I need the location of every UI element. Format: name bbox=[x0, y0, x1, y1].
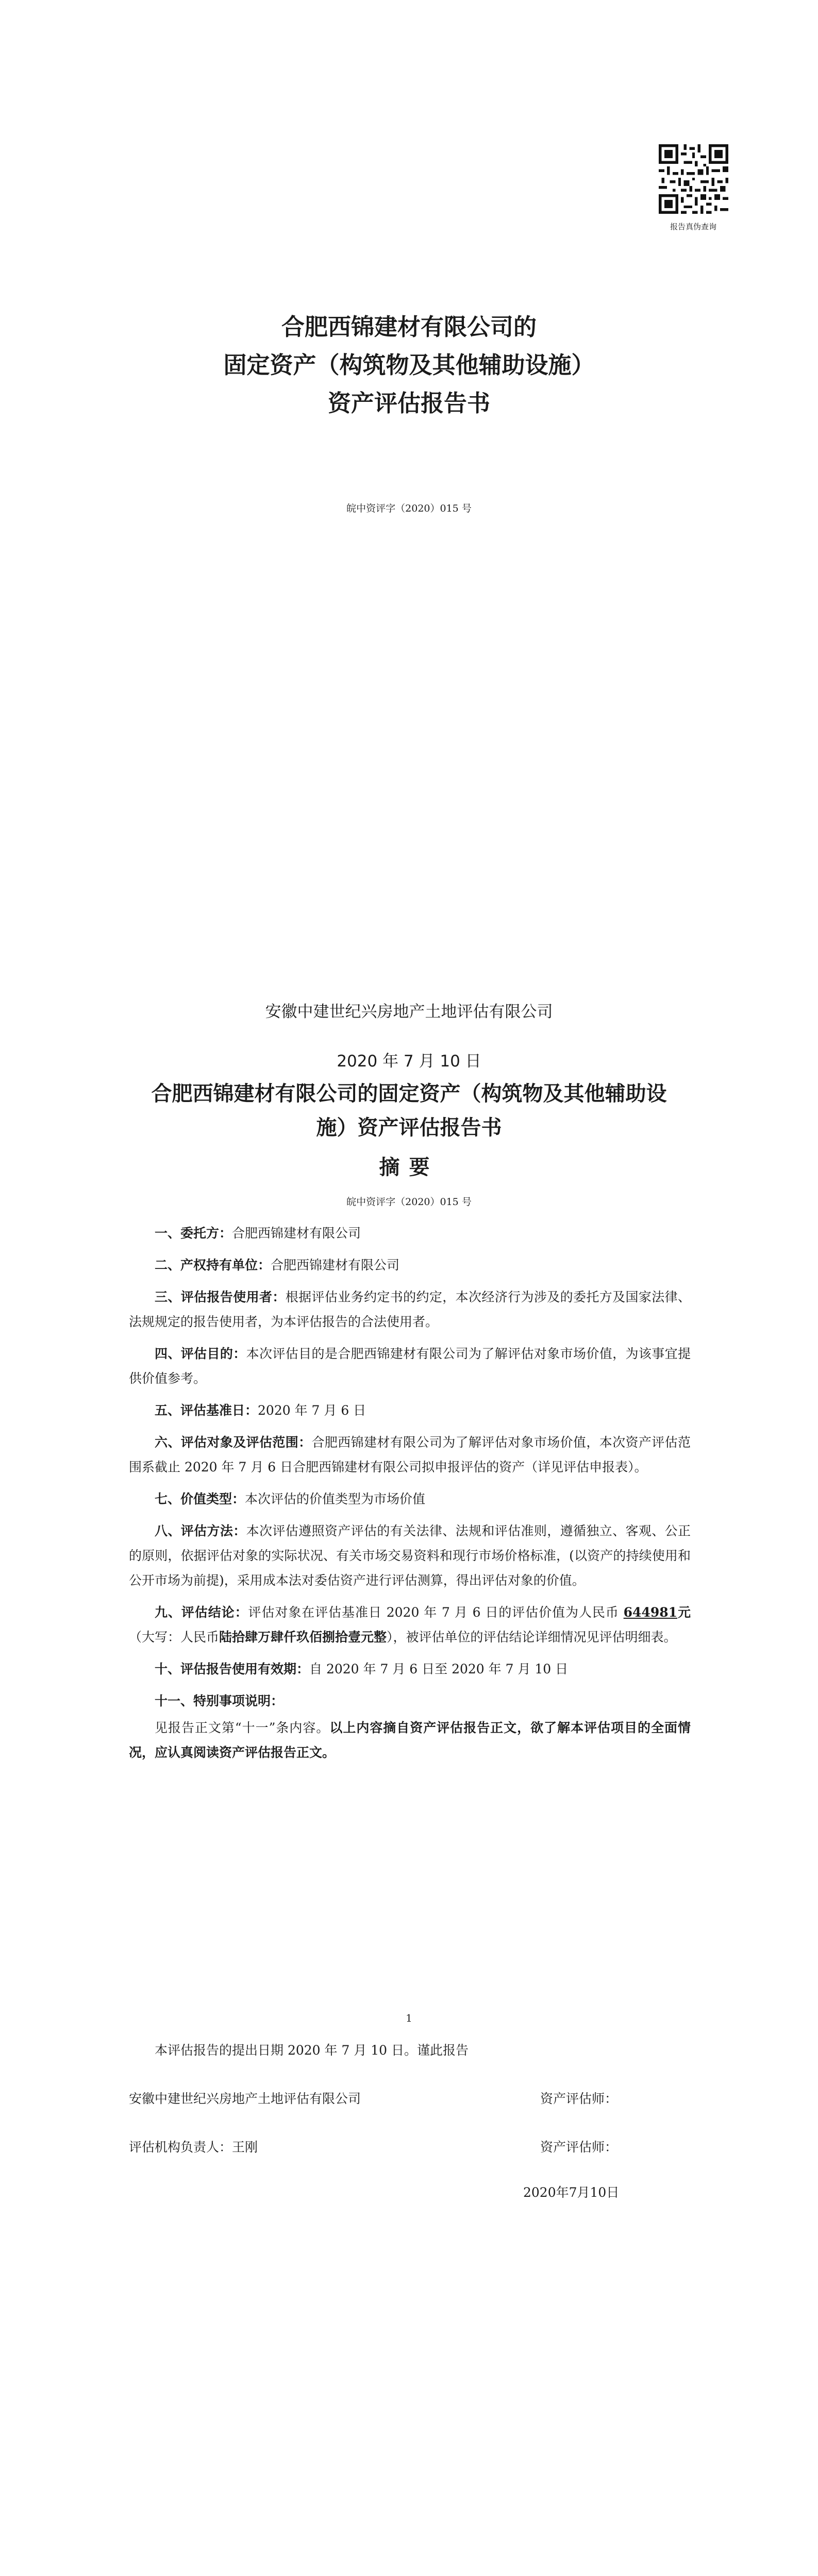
section-emphasis-text: 以上内容摘自资产评估报告正文，欲了解本评估项目的全面情况，应认真阅读资产评估报告正文。 bbox=[129, 1720, 691, 1760]
qr-code-icon[interactable] bbox=[659, 144, 728, 214]
section-label: 二、产权持有单位： bbox=[155, 1258, 271, 1273]
section-label: 五、评估基准日： bbox=[155, 1403, 258, 1418]
cover-firm-name: 安徽中建世纪兴房地产土地评估有限公司 bbox=[265, 1003, 553, 1021]
cover-document-number: 皖中资评字（2020）015 号 bbox=[346, 503, 472, 514]
section-text: 自 2020 年 7 月 6 日至 2020 年 7 月 10 日 bbox=[309, 1662, 569, 1676]
valuation-amount-words: 陆拾肆万肆仟玖佰捌拾壹元整 bbox=[219, 1630, 387, 1645]
section-text: 本次评估的价值类型为市场价值 bbox=[245, 1492, 426, 1506]
summary-document-number: 皖中资评字（2020）015 号 bbox=[346, 1196, 472, 1208]
section-scope bbox=[129, 1430, 691, 1480]
section-special-matters-text bbox=[129, 1716, 691, 1765]
section-text: 评估对象在评估基准日 2020 年 7 月 6 日的评估价值为人民币 bbox=[248, 1605, 624, 1620]
summary-title-line: 合肥西锦建材有限公司的固定资产（构筑物及其他辅助设 bbox=[151, 1082, 667, 1106]
section-text: 见报告正文第“十一”条内容。 bbox=[155, 1720, 330, 1735]
section-owner bbox=[129, 1253, 691, 1278]
qr-block bbox=[655, 144, 732, 232]
section-label: 四、评估目的： bbox=[155, 1346, 246, 1361]
signoff-firm: 安徽中建世纪兴房地产土地评估有限公司 bbox=[129, 2091, 361, 2106]
cover-date: 2020 年 7 月 10 日 bbox=[337, 1052, 481, 1071]
summary-body bbox=[129, 1221, 691, 1772]
section-validity bbox=[129, 1657, 691, 1682]
section-text: 本次评估遵照资产评估的有关法律、法规和评估准则，遵循独立、客观、公正的原则，依据评估对象的实际状况、有关市场交易资料和现行市场价格标准，(以资产的持续使用和公开市场为前提)，采用成本法对委估资产进行评估测算，得出评估对象的价值。 bbox=[129, 1523, 691, 1588]
page-number: 1 bbox=[406, 2012, 412, 2024]
signoff-date: 2020年7月10日 bbox=[523, 2185, 620, 2200]
section-label: 十、评估报告使用有效期： bbox=[155, 1662, 310, 1676]
section-conclusion bbox=[129, 1600, 691, 1650]
summary-heading: 摘要 bbox=[379, 1156, 439, 1179]
cover-title bbox=[0, 308, 818, 422]
valuation-unit: 元 bbox=[677, 1605, 691, 1620]
section-text: ），被评估单位的评估结论详细情况见评估明细表。 bbox=[387, 1630, 677, 1645]
cover-title-line: 固定资产（构筑物及其他辅助设施） bbox=[223, 351, 595, 379]
section-text: 合肥西锦建材有限公司 bbox=[271, 1258, 400, 1273]
report-date-line: 本评估报告的提出日期 2020 年 7 月 10 日。谨此报告 bbox=[155, 2043, 469, 2058]
section-purpose bbox=[129, 1342, 691, 1391]
section-text: 合肥西锦建材有限公司 bbox=[232, 1226, 361, 1241]
section-value-type bbox=[129, 1487, 691, 1512]
section-client bbox=[129, 1221, 691, 1246]
section-text: 2020 年 7 月 6 日 bbox=[258, 1403, 366, 1418]
section-label: 九、评估结论： bbox=[155, 1605, 248, 1620]
section-special-matters bbox=[129, 1689, 691, 1714]
section-base-date bbox=[129, 1398, 691, 1423]
signoff-evaluator: 资产评估师： bbox=[540, 2091, 618, 2106]
cover-title-line: 合肥西锦建材有限公司的 bbox=[281, 313, 537, 341]
signoff-evaluator: 资产评估师： bbox=[540, 2140, 618, 2155]
signoff-head: 评估机构负责人：王刚 bbox=[129, 2140, 258, 2155]
valuation-amount: 644981 bbox=[623, 1605, 678, 1620]
section-text: 合肥西锦建材有限公司为了解评估对象市场价值，本次资产评估范围系截止 2020 年 7 月 6 日合肥西锦建材有限公司拟申报评估的资产（详见评估申报表）。 bbox=[129, 1435, 691, 1475]
section-label: 八、评估方法： bbox=[155, 1523, 246, 1538]
section-text: 本次评估目的是合肥西锦建材有限公司为了解评估对象市场价值，为该事宜提供价值参考。 bbox=[129, 1346, 691, 1386]
qr-caption: 报告真伪查询 bbox=[670, 222, 716, 231]
summary-title-line: 施）资产评估报告书 bbox=[316, 1116, 502, 1140]
section-label: 六、评估对象及评估范围： bbox=[155, 1435, 312, 1450]
section-report-users bbox=[129, 1285, 691, 1334]
section-label: 十一、特别事项说明： bbox=[155, 1693, 284, 1708]
section-label: 七、价值类型： bbox=[155, 1492, 245, 1506]
summary-title bbox=[108, 1077, 710, 1145]
section-text: 根据评估业务约定书的约定，本次经济行为涉及的委托方及国家法律、法规规定的报告使用者，为本评估报告的合法使用者。 bbox=[129, 1290, 691, 1329]
cover-title-line: 资产评估报告书 bbox=[327, 389, 490, 417]
section-text: （大写：人民币 bbox=[129, 1630, 220, 1645]
section-method bbox=[129, 1519, 691, 1593]
section-label: 三、评估报告使用者： bbox=[155, 1290, 286, 1304]
section-label: 一、委托方： bbox=[155, 1226, 232, 1241]
